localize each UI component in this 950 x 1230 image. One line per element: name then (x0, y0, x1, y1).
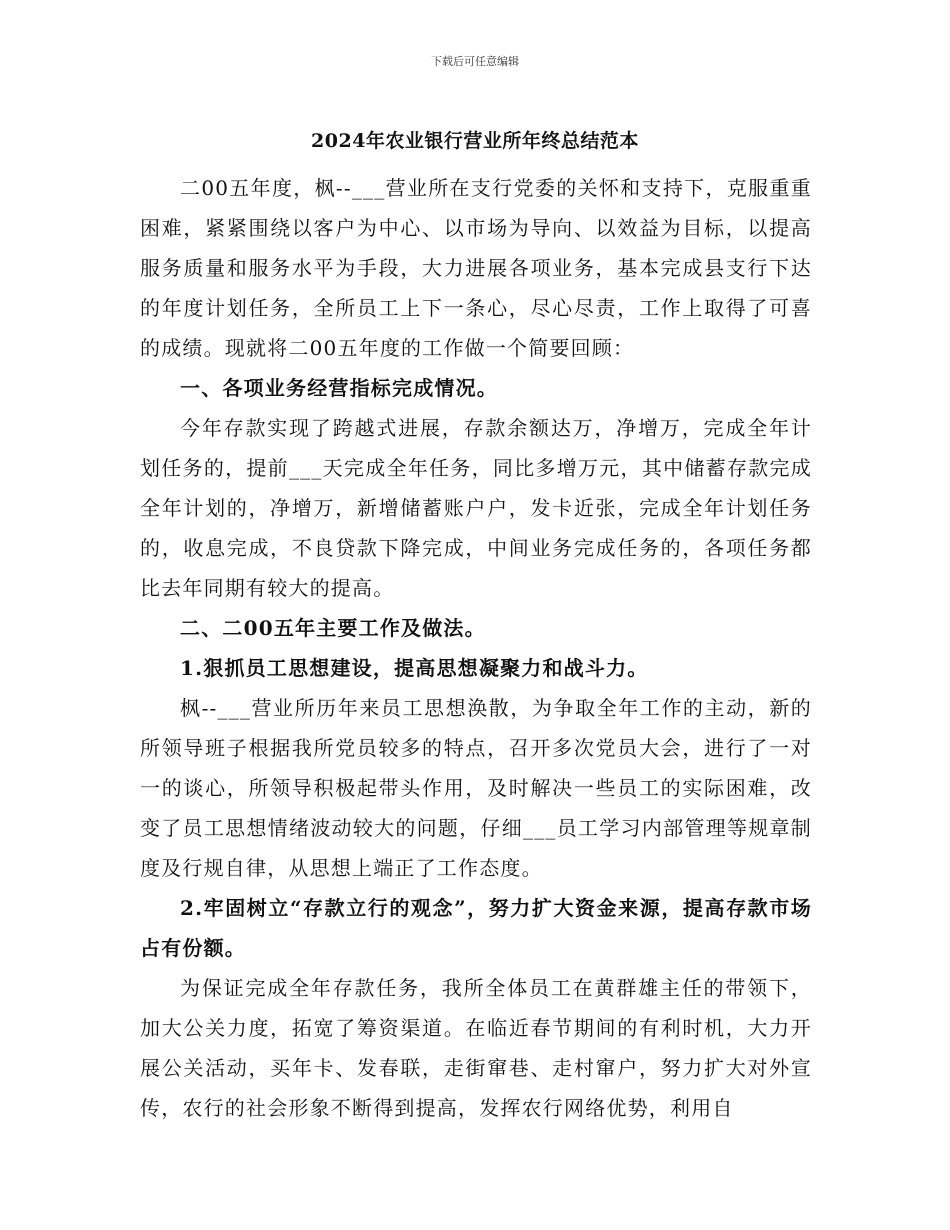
document-title: 2024年农业银行营业所年终总结范本 (311, 130, 639, 152)
subsection-heading-1: 1.狠抓员工思想建设，提高思想凝聚力和战斗力。 (180, 656, 649, 680)
section-heading-2: 二、二00五年主要工作及做法。 (180, 616, 486, 640)
paragraph-staff-thought: 枫--___营业所历年来员工思想涣散，为争取全年工作的主动，新的所领导班子根据我所党员较多的特点，召开多次党员大会，进行了一对一的谈心，所领导积极起带头作用，及时解决一些员工的实际困难，改变了员工思想情绪波动较大的问题，仔细___员工学习内部管理等规章制度及行规自律，从思想上端正了工作态度。 (140, 696, 812, 880)
paragraph-intro: 二00五年度，枫--___营业所在支行党委的关怀和支持下，克服重重困难，紧紧围绕以客户为中心、以市场为导向、以效益为目标，以提高服务质量和服务水平为手段，大力进展各项业务，基本完成县支行下达的年度计划任务，全所员工上下一条心，尽心尽责，工作上取得了可喜的成绩。现就将二00五年度的工作做一个简要回顾： (140, 176, 812, 360)
document-body (140, 168, 812, 1128)
paragraph-deposits: 为保证完成全年存款任务，我所全体员工在黄群雄主任的带领下，加大公关力度，拓宽了筹资渠道。在临近春节期间的有利时机，大力开展公关活动，买年卡、发春联，走街窜巷、走村窜户，努力扩大对外宣传，农行的社会形象不断得到提高，发挥农行网络优势，利用自 (140, 976, 812, 1120)
paragraph-indicators: 今年存款实现了跨越式进展，存款余额达万，净增万，完成全年计划任务的，提前___天完成全年任务，同比多增万元，其中储蓄存款完成全年计划的，净增万，新增储蓄账户户，发卡近张，完成全年计划任务的，收息完成，不良贷款下降完成，中间业务完成任务的，各项任务都比去年同期有较大的提高。 (140, 416, 812, 600)
section-heading-1: 一、各项业务经营指标完成情况。 (180, 376, 498, 400)
subsection-heading-2: 2.牢固树立“存款立行的观念”，努力扩大资金来源，提高存款市场占有份额。 (140, 896, 812, 960)
page-header-note: 下载后可任意编辑 (431, 55, 519, 68)
